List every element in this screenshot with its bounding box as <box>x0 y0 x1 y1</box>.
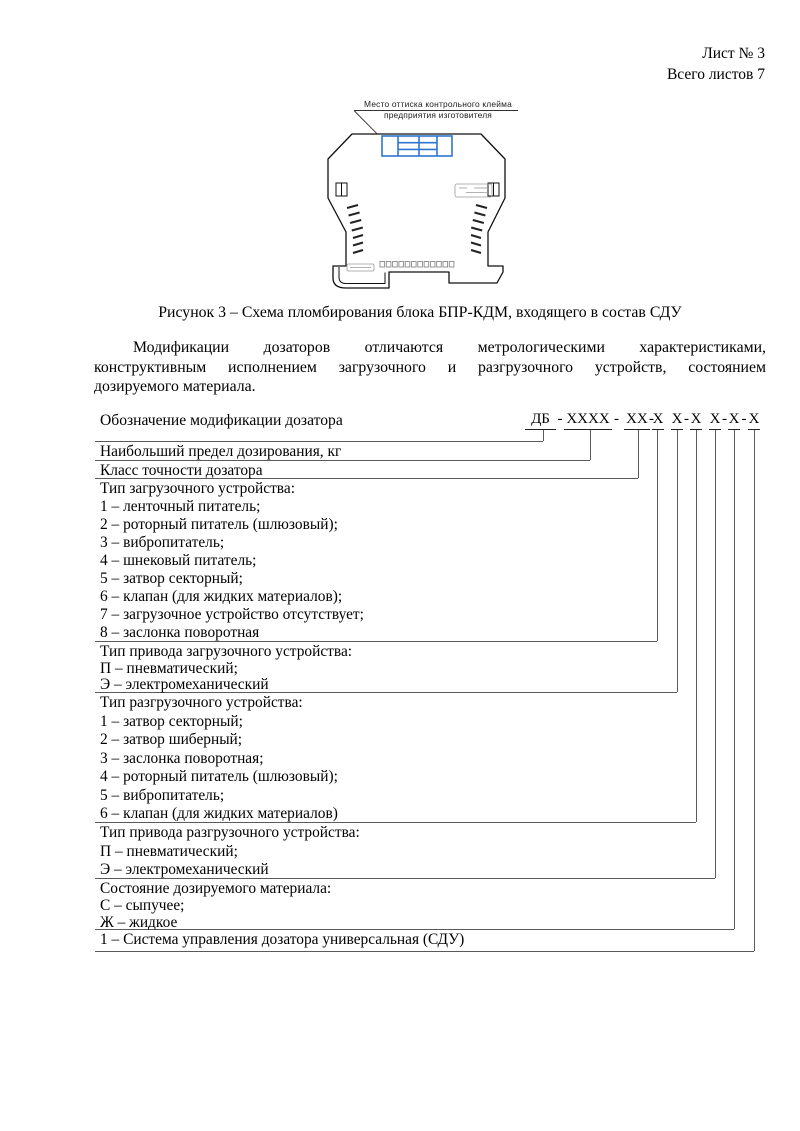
connector-vline <box>543 430 544 441</box>
breakdown-line: 4 – роторный питатель (шлюзовый); <box>100 768 338 785</box>
breakdown-line: 2 – роторный питатель (шлюзовый); <box>100 516 338 533</box>
connector-hline <box>95 641 657 642</box>
code-separator: - <box>557 411 563 427</box>
breakdown-line: 3 – вибропитатель; <box>100 534 225 551</box>
breakdown-line: Ж – жидкое <box>100 914 178 931</box>
code-separator: - <box>649 411 654 427</box>
sheets-total: Всего листов 7 <box>666 65 765 83</box>
breakdown-line: Тип загрузочного устройства: <box>100 480 295 497</box>
connector-hline <box>95 929 734 930</box>
seal-note-line1: Место оттиска контрольного клейма <box>364 99 512 109</box>
breakdown-line: П – пневматический; <box>100 660 238 677</box>
breakdown-line: 1 – ленточный питатель; <box>100 498 261 515</box>
breakdown-line: Состояние дозируемого материала: <box>100 880 332 897</box>
connector-vline <box>657 430 658 641</box>
breakdown-line: Тип привода разгрузочного устройства: <box>100 824 360 841</box>
code-token: Х <box>690 411 702 430</box>
breakdown-line: Э – электромеханический <box>100 676 269 693</box>
connector-hline <box>95 951 754 952</box>
breakdown-line: 1 – Система управления дозатора универсальная (СДУ) <box>100 931 465 948</box>
code-token: Х <box>728 411 740 430</box>
breakdown-line: 4 – шнековый питатель; <box>100 552 257 569</box>
code-token: ХХХХ <box>564 411 612 430</box>
code-separator: - <box>684 411 689 427</box>
connector-hline <box>95 441 543 442</box>
breakdown-line: Наибольший предел дозирования, кг <box>100 443 342 460</box>
page-header <box>520 44 765 85</box>
breakdown-line: Тип разгрузочного устройства: <box>100 694 303 711</box>
breakdown-line: Тип привода загрузочного устройства: <box>100 643 353 660</box>
connector-hline <box>95 878 715 879</box>
connector-vline <box>590 430 591 460</box>
paragraph-line: дозируемого материала. <box>94 378 256 396</box>
seal-note-line2: предприятия изготовителя <box>383 110 493 120</box>
breakdown-line: Э – электромеханический <box>100 861 269 878</box>
breakdown-line: 1 – затвор секторный; <box>100 713 243 730</box>
figure-caption: Рисунок 3 – Схема пломбирования блока БПР-КДМ, входящего в состав СДУ <box>158 304 682 321</box>
code-separator: - <box>741 411 747 427</box>
breakdown-line: 6 – клапан (для жидких материалов) <box>100 805 338 822</box>
device-diagram <box>322 95 518 295</box>
code-token: ДБ <box>525 411 556 430</box>
breakdown-line: 8 – заслонка поворотная <box>100 624 260 641</box>
breakdown-line: П – пневматический; <box>100 843 238 860</box>
code-token: Х <box>709 411 721 430</box>
connector-vline <box>677 430 678 692</box>
code-token: Х <box>671 411 683 430</box>
paragraph-line: Модификации дозаторов отличаются метрологическими характеристиками, <box>133 339 766 356</box>
body-paragraph <box>94 338 766 397</box>
breakdown-line: 3 – заслонка поворотная; <box>100 750 264 767</box>
connector-hline <box>95 822 696 823</box>
breakdown-line: С – сыпучее; <box>100 897 185 914</box>
code-token: Х <box>652 411 664 430</box>
connector-vline <box>696 430 697 822</box>
connector-hline <box>95 460 590 461</box>
code-separator: - <box>614 411 619 427</box>
paragraph-line: конструктивным исполнением загрузочного и разгрузочного устройств, состоянием <box>94 358 766 376</box>
breakdown-line: Класс точности дозатора <box>100 462 263 479</box>
breakdown-line: 6 – клапан (для жидких материалов); <box>100 588 343 605</box>
sheet-number: Лист № 3 <box>702 45 765 62</box>
designation-label: Обозначение модификации дозатора <box>100 412 343 429</box>
breakdown-line: 7 – загрузочное устройство отсутствует; <box>100 606 364 623</box>
connector-vline <box>734 430 735 929</box>
code-separator: - <box>722 411 727 427</box>
connector-vline <box>715 430 716 878</box>
breakdown-line: 2 – затвор шиберный; <box>100 731 243 748</box>
code-token: ХХ <box>624 411 650 430</box>
breakdown-line: 5 – затвор секторный; <box>100 570 243 587</box>
connector-vline <box>638 430 639 478</box>
connector-vline <box>754 430 755 951</box>
code-token: Х <box>748 411 760 430</box>
breakdown-line: 5 – вибропитатель; <box>100 787 225 804</box>
